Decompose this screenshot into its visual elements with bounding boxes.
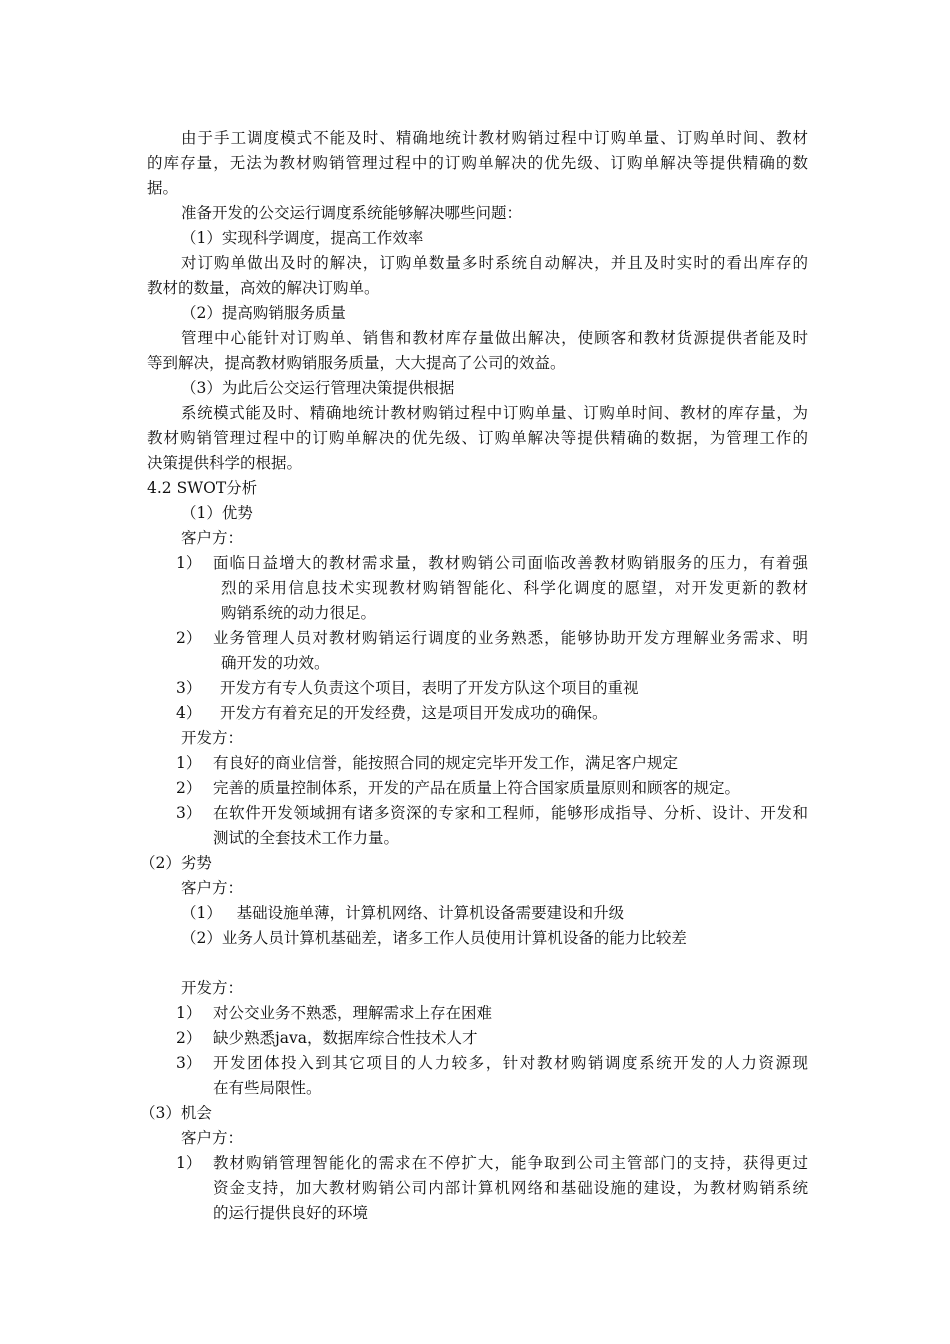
opportunities-client-label: 客户方： (181, 1129, 244, 1147)
list-number: 1） (176, 1004, 202, 1022)
list-item-line: 有良好的商业信誉，能按照合同的规定完毕开发工作，满足客户规定 (213, 754, 679, 772)
item3-title: （3）为此后公交运行管理决策提供根据 (181, 379, 455, 397)
weaknesses-title: （2）劣势 (140, 854, 212, 872)
list-item-line: 面临日益增大的教材需求量，教材购销公司面临改善教材购销服务的压力，有着强 (213, 554, 808, 572)
item1-body-line2: 教材的数量，高效的解决订购单。 (147, 279, 380, 297)
list-item-line: 完善的质量控制体系，开发的产品在质量上符合国家质量原则和顾客的规定。 (213, 779, 741, 797)
item2-body-line2: 等到解决，提高教材购销服务质量，大大提高了公司的效益。 (147, 354, 566, 372)
section-heading-swot: 4.2 SWOT分析 (147, 479, 258, 497)
list-number: 2） (176, 779, 202, 797)
strengths-title: （1）优势 (181, 504, 253, 522)
list-item-line: 业务管理人员对教材购销运行调度的业务熟悉，能够协助开发方理解业务需求、明 (213, 629, 808, 647)
list-number: 2） (176, 629, 202, 647)
list-item-line: 在软件开发领域拥有诸多资深的专家和工程师，能够形成指导、分析、设计、开发和 (213, 804, 808, 822)
weakness-client-item: （2）业务人员计算机基础差，诸多工作人员使用计算机设备的能力比较差 (181, 929, 687, 947)
list-number: 1） (176, 554, 202, 572)
intro-p1-line1: 由于手工调度模式不能及时、精确地统计教材购销过程中订购单量、订购单时间、教材 (181, 129, 808, 147)
list-item-line: 开发方有着充足的开发经费，这是项目开发成功的确保。 (220, 704, 608, 722)
list-item-line: 确开发的功效。 (221, 654, 330, 672)
list-number: 1） (176, 754, 202, 772)
list-item-line: 资金支持，加大教材购销公司内部计算机网络和基础设施的建设，为教材购销系统 (213, 1179, 808, 1197)
item3-body-line2: 教材购销管理过程中的订购单解决的优先级、订购单解决等提供精确的数据，为管理工作的 (147, 429, 808, 447)
weaknesses-client-label: 客户方： (181, 879, 244, 897)
intro-p1-line3: 据。 (147, 179, 179, 197)
list-item-line: 开发方有专人负责这个项目，表明了开发方队这个项目的重视 (220, 679, 639, 697)
list-number: 4） (176, 704, 202, 722)
list-number: 1） (176, 1154, 202, 1172)
item2-title: （2）提高购销服务质量 (181, 304, 346, 322)
intro-p1-line2: 的库存量，无法为教材购销管理过程中的订购单解决的优先级、订购单解决等提供精确的数 (147, 154, 808, 172)
intro-p2: 准备开发的公交运行调度系统能够解决哪些问题： (181, 204, 523, 222)
list-item-line: 测试的全套技术工作力量。 (213, 829, 400, 847)
list-item-line: 缺少熟悉java，数据库综合性技术人才 (213, 1029, 478, 1047)
item3-body-line1: 系统模式能及时、精确地统计教材购销过程中订购单量、订购单时间、教材的库存量，为 (181, 404, 808, 422)
list-number: 3） (176, 804, 202, 822)
list-item-line: 开发团体投入到其它项目的人力较多，针对教材购销调度系统开发的人力资源现 (213, 1054, 808, 1072)
item1-title: （1）实现科学调度，提高工作效率 (181, 229, 424, 247)
list-item-line: 烈的采用信息技术实现教材购销智能化、科学化调度的愿望，对开发更新的教材 (221, 579, 808, 597)
list-number: 3） (176, 1054, 202, 1072)
strengths-client-label: 客户方： (181, 529, 244, 547)
list-item-line: 教材购销管理智能化的需求在不停扩大，能争取到公司主管部门的支持，获得更过 (213, 1154, 808, 1172)
strengths-dev-label: 开发方： (181, 729, 244, 747)
item3-body-line3: 决策提供科学的根据。 (147, 454, 303, 472)
item1-body-line1: 对订购单做出及时的解决，订购单数量多时系统自动解决，并且及时实时的看出库存的 (181, 254, 808, 272)
weakness-client-item: （1） 基础设施单薄，计算机网络、计算机设备需要建设和升级 (181, 904, 625, 922)
list-item-line: 在有些局限性。 (213, 1079, 322, 1097)
opportunities-title: （3）机会 (140, 1104, 212, 1122)
list-number: 2） (176, 1029, 202, 1047)
list-item-line: 对公交业务不熟悉，理解需求上存在困难 (213, 1004, 493, 1022)
list-item-line: 的运行提供良好的环境 (213, 1204, 369, 1222)
list-number: 3） (176, 679, 202, 697)
item2-body-line1: 管理中心能针对订购单、销售和教材库存量做出解决，使顾客和教材货源提供者能及时 (181, 329, 808, 347)
weaknesses-dev-label: 开发方： (181, 979, 244, 997)
list-item-line: 购销系统的动力很足。 (221, 604, 377, 622)
